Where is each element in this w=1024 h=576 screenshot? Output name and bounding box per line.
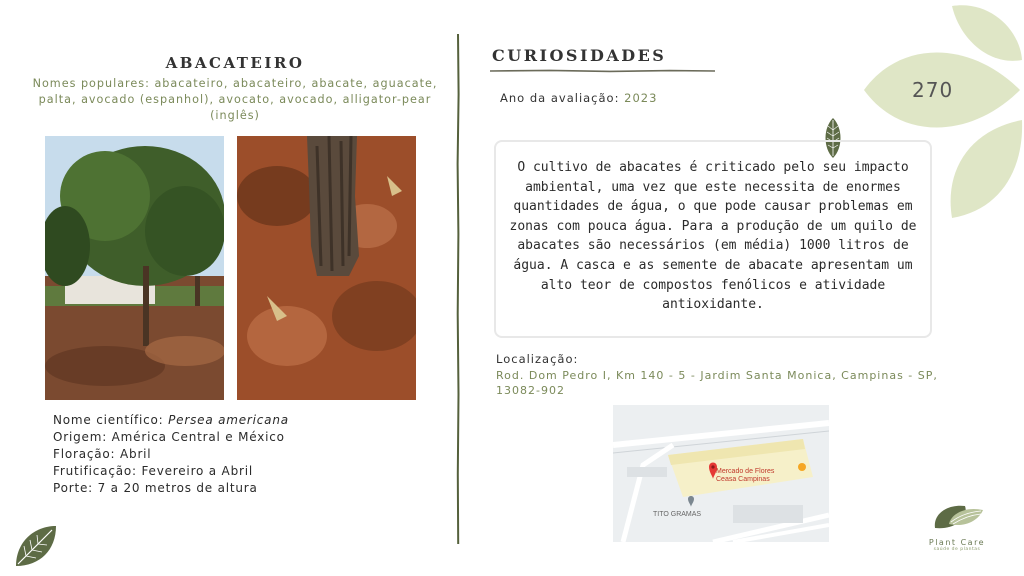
logo-name: Plant Care	[928, 538, 986, 547]
evaluation-year	[500, 91, 657, 105]
year-value: 2023	[624, 91, 658, 105]
plant-facts	[53, 412, 289, 497]
scientific-name-row	[53, 412, 289, 429]
year-label: Ano da avaliação:	[500, 91, 620, 105]
vertical-divider	[456, 34, 460, 544]
map-place-label: Mercado de Flores Ceasa Campinas	[716, 468, 775, 483]
map-nearby-label: TITO GRAMAS	[653, 511, 702, 518]
popular-names: Nomes populares: abacateiro, abacateiro, abacate, aguacate, palta, avocado (espanhol), avocato, avocado, alligator-pear (inglês)	[32, 77, 438, 122]
plant-title: ABACATEIRO	[165, 54, 305, 72]
plant-care-logo	[922, 502, 992, 552]
location-label: Localização:	[496, 352, 579, 366]
fruiting-row: Frutificação: Fevereiro a Abril	[53, 464, 253, 478]
logo-tagline: saúde de plantas	[933, 547, 981, 552]
curiosities-title: CURIOSIDADES	[492, 46, 667, 65]
tree-photo	[45, 136, 224, 400]
size-row: Porte: 7 a 20 metros de altura	[53, 481, 258, 495]
location-address: Rod. Dom Pedro I, Km 140 - 5 - Jardim Santa Monica, Campinas - SP, 13082-902	[496, 369, 938, 397]
location-map[interactable]	[613, 405, 829, 542]
scientific-name-label: Nome científico:	[53, 413, 164, 427]
logo-leaf-icon	[929, 502, 985, 532]
trunk-photo	[237, 136, 416, 400]
flowering-row: Floração: Abril	[53, 447, 152, 461]
leaf-icon	[12, 522, 60, 570]
curiosity-box: O cultivo de abacates é criticado pelo seu impacto ambiental, uma vez que este necessita de enormes quantidades de água, o que pode causar problemas em zonas com pouca água. Para a produção de um quilo de abacates são necessários (em média) 1000 litros de água. A casca e as semente de abacate apresentam um alto teor de compostos fenólicos e atividade antioxidante.	[494, 140, 932, 338]
origin-row: Origem: América Central e México	[53, 430, 285, 444]
record-number: 270	[912, 78, 954, 102]
title-underline	[490, 68, 715, 74]
scientific-name-value: Persea americana	[168, 413, 289, 427]
